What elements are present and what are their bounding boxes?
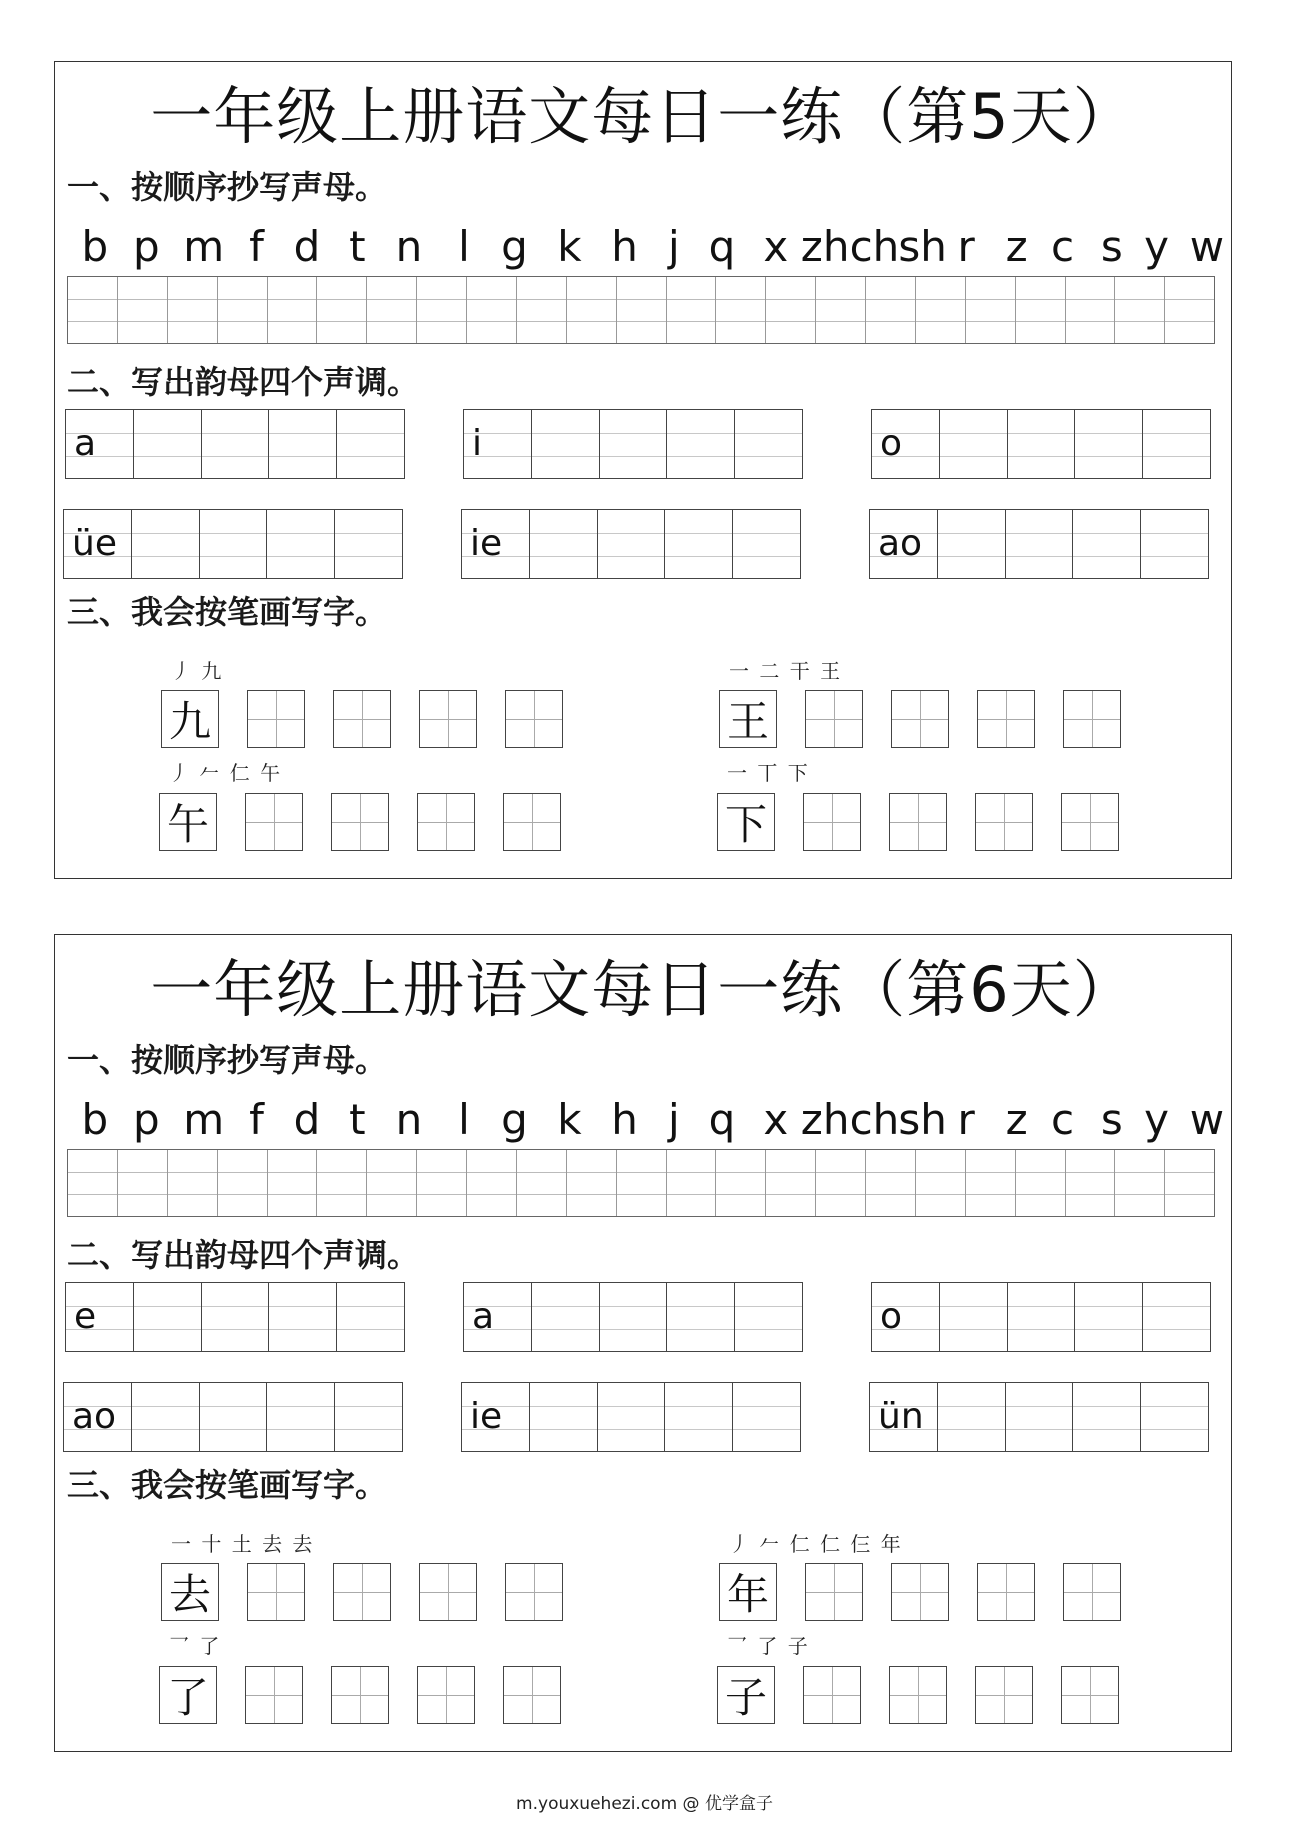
tianzige-writing-box[interactable] bbox=[805, 690, 863, 748]
vowel-tone-grid bbox=[869, 1382, 1209, 1452]
writing-cell[interactable] bbox=[1066, 1150, 1116, 1216]
tone-writing-cell[interactable] bbox=[532, 410, 600, 478]
consonant-letter: l bbox=[458, 1095, 470, 1144]
sheet-title: 一年级上册语文每日一练（第6天） bbox=[150, 953, 1136, 1026]
consonant-letter: zh bbox=[800, 222, 850, 271]
model-character: 九 bbox=[168, 697, 211, 746]
model-character-box bbox=[159, 793, 217, 851]
tone-writing-cell[interactable] bbox=[665, 1383, 733, 1451]
tone-writing-cell[interactable] bbox=[530, 510, 598, 578]
vowel-tone-grid bbox=[461, 509, 801, 579]
vowel-label: o bbox=[880, 1296, 903, 1337]
writing-cell[interactable] bbox=[966, 1150, 1016, 1216]
writing-cell[interactable] bbox=[617, 1150, 667, 1216]
tone-writing-cell[interactable] bbox=[134, 410, 202, 478]
tianzige-writing-box[interactable] bbox=[891, 690, 949, 748]
tianzige-writing-box[interactable] bbox=[803, 793, 861, 851]
vowel-label: ie bbox=[470, 1396, 503, 1437]
writing-cell[interactable] bbox=[617, 277, 667, 343]
stroke-order-hint: 一 二 干 王 bbox=[729, 659, 843, 683]
tone-writing-cell[interactable] bbox=[1008, 1283, 1076, 1351]
consonant-letter: s bbox=[1100, 222, 1123, 271]
tianzige-writing-box[interactable] bbox=[503, 1666, 561, 1724]
vowel-label: üe bbox=[72, 523, 117, 564]
consonant-letter: x bbox=[763, 1095, 789, 1144]
model-character: 下 bbox=[724, 800, 767, 849]
consonant-row bbox=[65, 1095, 1223, 1145]
vowel-tone-grid bbox=[63, 509, 403, 579]
tianzige-writing-box[interactable] bbox=[977, 690, 1035, 748]
consonant-letter: sh bbox=[898, 222, 947, 271]
character-practice-row bbox=[161, 1563, 563, 1623]
consonant-letter: ch bbox=[849, 222, 900, 271]
consonant-letter: b bbox=[81, 222, 109, 271]
tianzige-writing-box[interactable] bbox=[889, 793, 947, 851]
vowel-tone-grid bbox=[871, 409, 1211, 479]
consonant-letter: t bbox=[349, 1095, 366, 1144]
vowel-tone-grid bbox=[65, 409, 405, 479]
vowel-tone-grid bbox=[461, 1382, 801, 1452]
writing-cell[interactable] bbox=[218, 277, 268, 343]
tone-writing-cell[interactable] bbox=[269, 1283, 337, 1351]
tianzige-writing-box[interactable] bbox=[419, 690, 477, 748]
writing-cell[interactable] bbox=[716, 277, 766, 343]
model-character: 子 bbox=[724, 1673, 767, 1722]
vowel-label: ün bbox=[878, 1396, 924, 1437]
consonant-letter: j bbox=[667, 222, 680, 271]
stroke-order-hint: 一 十 土 去 去 bbox=[171, 1532, 315, 1556]
consonant-letter: z bbox=[1005, 222, 1028, 271]
consonant-letter: q bbox=[708, 1095, 736, 1144]
tianzige-writing-box[interactable] bbox=[245, 793, 303, 851]
writing-cell[interactable] bbox=[517, 1150, 567, 1216]
writing-cell[interactable] bbox=[268, 277, 318, 343]
tianzige-writing-box[interactable] bbox=[803, 1666, 861, 1724]
consonant-letter: h bbox=[611, 222, 638, 271]
writing-cell[interactable] bbox=[317, 277, 367, 343]
tone-writing-cell[interactable] bbox=[1006, 1383, 1074, 1451]
writing-cell[interactable] bbox=[966, 277, 1016, 343]
tone-writing-cell[interactable] bbox=[335, 510, 402, 578]
vowel-model-cell bbox=[872, 410, 940, 478]
writing-cell[interactable] bbox=[1115, 277, 1165, 343]
section-heading-vowel-tones: 二、写出韵母四个声调。 bbox=[67, 363, 420, 401]
tianzige-writing-box[interactable] bbox=[1061, 793, 1119, 851]
consonant-letter: m bbox=[183, 1095, 225, 1144]
model-character-box bbox=[719, 690, 777, 748]
vowel-model-cell bbox=[66, 1283, 134, 1351]
consonant-letter: p bbox=[133, 1095, 160, 1144]
tone-writing-cell[interactable] bbox=[598, 510, 666, 578]
tone-writing-cell[interactable] bbox=[132, 1383, 200, 1451]
character-practice-row bbox=[159, 1666, 561, 1726]
writing-cell[interactable] bbox=[916, 1150, 966, 1216]
tianzige-writing-box[interactable] bbox=[333, 1563, 391, 1621]
consonant-letter: g bbox=[501, 1095, 528, 1144]
section-heading-stroke-writing: 三、我会按笔画写字。 bbox=[67, 1466, 388, 1504]
consonant-letter: y bbox=[1144, 222, 1169, 271]
writing-cell[interactable] bbox=[766, 277, 816, 343]
consonant-letter: w bbox=[1189, 1095, 1225, 1144]
writing-cell[interactable] bbox=[68, 1150, 118, 1216]
model-character-box bbox=[717, 793, 775, 851]
writing-cell[interactable] bbox=[667, 277, 717, 343]
tone-writing-cell[interactable] bbox=[267, 1383, 335, 1451]
writing-cell[interactable] bbox=[816, 1150, 866, 1216]
writing-cell[interactable] bbox=[168, 1150, 218, 1216]
tone-writing-cell[interactable] bbox=[667, 410, 735, 478]
writing-cell[interactable] bbox=[1066, 277, 1116, 343]
practice-sheet-day6 bbox=[54, 934, 1232, 1752]
tianzige-writing-box[interactable] bbox=[419, 1563, 477, 1621]
writing-cell[interactable] bbox=[268, 1150, 318, 1216]
writing-cell[interactable] bbox=[1016, 277, 1066, 343]
consonant-letter: l bbox=[458, 222, 470, 271]
tone-writing-cell[interactable] bbox=[598, 1383, 666, 1451]
stroke-order-hint: 丿 九 bbox=[171, 659, 224, 683]
writing-cell[interactable] bbox=[118, 1150, 168, 1216]
tianzige-writing-box[interactable] bbox=[503, 793, 561, 851]
vowel-model-cell bbox=[64, 1383, 132, 1451]
consonant-letter: w bbox=[1189, 222, 1225, 271]
stroke-order-hint: 乛 了 bbox=[169, 1634, 222, 1658]
tone-writing-cell[interactable] bbox=[532, 1283, 600, 1351]
tone-writing-cell[interactable] bbox=[337, 1283, 404, 1351]
writing-cell[interactable] bbox=[168, 277, 218, 343]
tone-writing-cell[interactable] bbox=[202, 410, 270, 478]
stroke-order-hint: 乛 了 子 bbox=[727, 1634, 810, 1658]
consonant-letter: q bbox=[708, 222, 736, 271]
tone-writing-cell[interactable] bbox=[530, 1383, 598, 1451]
tone-writing-cell[interactable] bbox=[337, 410, 404, 478]
character-practice-row bbox=[159, 793, 561, 853]
writing-cell[interactable] bbox=[68, 277, 118, 343]
tianzige-writing-box[interactable] bbox=[417, 1666, 475, 1724]
consonant-letter: x bbox=[763, 222, 789, 271]
consonant-letter: k bbox=[557, 222, 582, 271]
consonant-letter: d bbox=[293, 1095, 321, 1144]
consonant-letter: d bbox=[293, 222, 321, 271]
writing-cell[interactable] bbox=[567, 277, 617, 343]
tianzige-writing-box[interactable] bbox=[331, 793, 389, 851]
vowel-tone-grid bbox=[869, 509, 1209, 579]
model-character-box bbox=[719, 1563, 777, 1621]
consonant-letter: r bbox=[957, 222, 975, 271]
writing-cell[interactable] bbox=[1165, 1150, 1214, 1216]
stroke-order-hint: 丿 𠂉 仁 仁 仨 年 bbox=[729, 1532, 903, 1556]
tianzige-writing-box[interactable] bbox=[889, 1666, 947, 1724]
stroke-order-hint: 丿 𠂉 仁 午 bbox=[169, 761, 283, 785]
writing-cell[interactable] bbox=[367, 277, 417, 343]
tone-writing-cell[interactable] bbox=[1006, 510, 1074, 578]
model-character: 王 bbox=[726, 697, 769, 746]
vowel-label: i bbox=[472, 423, 483, 464]
writing-cell[interactable] bbox=[1165, 277, 1214, 343]
tianzige-writing-box[interactable] bbox=[1061, 1666, 1119, 1724]
model-character-box bbox=[161, 690, 219, 748]
tone-writing-cell[interactable] bbox=[132, 510, 200, 578]
character-practice-row bbox=[719, 1563, 1121, 1623]
tone-writing-cell[interactable] bbox=[335, 1383, 402, 1451]
consonant-letter: z bbox=[1005, 1095, 1028, 1144]
tone-writing-cell[interactable] bbox=[1008, 410, 1076, 478]
consonant-row bbox=[65, 222, 1223, 272]
vowel-tone-grid bbox=[463, 1282, 803, 1352]
model-character: 午 bbox=[166, 800, 209, 849]
tone-writing-cell[interactable] bbox=[735, 410, 802, 478]
writing-cell[interactable] bbox=[716, 1150, 766, 1216]
tianzige-writing-box[interactable] bbox=[417, 793, 475, 851]
tianzige-writing-box[interactable] bbox=[805, 1563, 863, 1621]
tianzige-writing-box[interactable] bbox=[975, 793, 1033, 851]
consonant-letter: n bbox=[395, 1095, 423, 1144]
consonant-letter: n bbox=[395, 222, 423, 271]
writing-cell[interactable] bbox=[1016, 1150, 1066, 1216]
vowel-label: a bbox=[472, 1296, 495, 1337]
character-practice-row bbox=[719, 690, 1121, 750]
tone-writing-cell[interactable] bbox=[1075, 1283, 1143, 1351]
vowel-label: ie bbox=[470, 523, 503, 564]
model-character: 年 bbox=[726, 1570, 769, 1619]
writing-cell[interactable] bbox=[467, 1150, 517, 1216]
tone-writing-cell[interactable] bbox=[733, 1383, 800, 1451]
consonant-letter: ch bbox=[849, 1095, 900, 1144]
writing-cell[interactable] bbox=[417, 1150, 467, 1216]
tone-writing-cell[interactable] bbox=[665, 510, 733, 578]
tone-writing-cell[interactable] bbox=[269, 410, 337, 478]
section-heading-consonants: 一、按顺序抄写声母。 bbox=[67, 168, 388, 206]
tianzige-writing-box[interactable] bbox=[975, 1666, 1033, 1724]
writing-cell[interactable] bbox=[118, 277, 168, 343]
consonant-letter: c bbox=[1050, 1095, 1075, 1144]
tone-writing-cell[interactable] bbox=[1141, 510, 1208, 578]
model-character: 去 bbox=[168, 1570, 211, 1619]
writing-cell[interactable] bbox=[567, 1150, 617, 1216]
consonant-letter: h bbox=[611, 1095, 638, 1144]
footer-watermark: m.youxuehezi.com @ 优学盒子 bbox=[516, 1794, 773, 1814]
tianzige-writing-box[interactable] bbox=[1063, 690, 1121, 748]
tianzige-writing-box[interactable] bbox=[891, 1563, 949, 1621]
tone-writing-cell[interactable] bbox=[1075, 410, 1143, 478]
tianzige-writing-box[interactable] bbox=[333, 690, 391, 748]
stroke-order-hint: 一 丅 下 bbox=[727, 761, 810, 785]
vowel-model-cell bbox=[64, 510, 132, 578]
vowel-tone-grid bbox=[463, 409, 803, 479]
consonant-letter: m bbox=[183, 222, 225, 271]
consonant-letter: f bbox=[249, 1095, 264, 1144]
four-line-writing-grid[interactable] bbox=[67, 1149, 1215, 1217]
consonant-letter: s bbox=[1100, 1095, 1123, 1144]
character-practice-row bbox=[161, 690, 563, 750]
vowel-model-cell bbox=[462, 510, 530, 578]
tone-writing-cell[interactable] bbox=[733, 510, 800, 578]
vowel-tone-grid bbox=[871, 1282, 1211, 1352]
sheet-title: 一年级上册语文每日一练（第5天） bbox=[150, 80, 1136, 153]
model-character-box bbox=[159, 1666, 217, 1724]
writing-cell[interactable] bbox=[417, 277, 467, 343]
vowel-model-cell bbox=[870, 510, 938, 578]
practice-sheet-day5 bbox=[54, 61, 1232, 879]
consonant-letter: g bbox=[501, 222, 528, 271]
vowel-tone-grid bbox=[63, 1382, 403, 1452]
tone-writing-cell[interactable] bbox=[202, 1283, 270, 1351]
writing-cell[interactable] bbox=[467, 277, 517, 343]
writing-cell[interactable] bbox=[766, 1150, 816, 1216]
tone-writing-cell[interactable] bbox=[667, 1283, 735, 1351]
consonant-letter: j bbox=[667, 1095, 680, 1144]
vowel-model-cell bbox=[872, 1283, 940, 1351]
vowel-label: o bbox=[880, 423, 903, 464]
vowel-label: e bbox=[74, 1296, 97, 1337]
tone-writing-cell[interactable] bbox=[200, 1383, 268, 1451]
vowel-model-cell bbox=[66, 410, 134, 478]
tone-writing-cell[interactable] bbox=[1143, 410, 1210, 478]
consonant-letter: sh bbox=[898, 1095, 947, 1144]
vowel-model-cell bbox=[464, 410, 532, 478]
writing-cell[interactable] bbox=[866, 1150, 916, 1216]
vowel-label: ao bbox=[72, 1396, 117, 1437]
model-character-box bbox=[717, 1666, 775, 1724]
tone-writing-cell[interactable] bbox=[1073, 510, 1141, 578]
tone-writing-cell[interactable] bbox=[1141, 1383, 1208, 1451]
writing-cell[interactable] bbox=[317, 1150, 367, 1216]
writing-cell[interactable] bbox=[916, 277, 966, 343]
tone-writing-cell[interactable] bbox=[200, 510, 268, 578]
tone-writing-cell[interactable] bbox=[940, 410, 1008, 478]
section-heading-vowel-tones: 二、写出韵母四个声调。 bbox=[67, 1236, 420, 1274]
tianzige-writing-box[interactable] bbox=[505, 690, 563, 748]
tone-writing-cell[interactable] bbox=[600, 1283, 668, 1351]
tianzige-writing-box[interactable] bbox=[247, 690, 305, 748]
tone-writing-cell[interactable] bbox=[134, 1283, 202, 1351]
section-heading-stroke-writing: 三、我会按笔画写字。 bbox=[67, 593, 388, 631]
consonant-letter: t bbox=[349, 222, 366, 271]
consonant-letter: zh bbox=[800, 1095, 850, 1144]
vowel-label: a bbox=[74, 423, 97, 464]
character-practice-row bbox=[717, 1666, 1119, 1726]
tone-writing-cell[interactable] bbox=[1073, 1383, 1141, 1451]
tianzige-writing-box[interactable] bbox=[247, 1563, 305, 1621]
consonant-letter: k bbox=[557, 1095, 582, 1144]
tianzige-writing-box[interactable] bbox=[1063, 1563, 1121, 1621]
vowel-label: ao bbox=[878, 523, 923, 564]
consonant-letter: c bbox=[1050, 222, 1075, 271]
consonant-letter: b bbox=[81, 1095, 109, 1144]
tone-writing-cell[interactable] bbox=[938, 510, 1006, 578]
tianzige-writing-box[interactable] bbox=[977, 1563, 1035, 1621]
consonant-letter: r bbox=[957, 1095, 975, 1144]
writing-cell[interactable] bbox=[367, 1150, 417, 1216]
character-practice-row bbox=[717, 793, 1119, 853]
vowel-model-cell bbox=[870, 1383, 938, 1451]
model-character-box bbox=[161, 1563, 219, 1621]
tianzige-writing-box[interactable] bbox=[331, 1666, 389, 1724]
tone-writing-cell[interactable] bbox=[735, 1283, 802, 1351]
consonant-letter: y bbox=[1144, 1095, 1169, 1144]
writing-cell[interactable] bbox=[517, 277, 567, 343]
writing-cell[interactable] bbox=[1115, 1150, 1165, 1216]
tone-writing-cell[interactable] bbox=[1143, 1283, 1210, 1351]
writing-cell[interactable] bbox=[218, 1150, 268, 1216]
tone-writing-cell[interactable] bbox=[600, 410, 668, 478]
consonant-letter: f bbox=[249, 222, 264, 271]
vowel-model-cell bbox=[462, 1383, 530, 1451]
four-line-writing-grid[interactable] bbox=[67, 276, 1215, 344]
model-character: 了 bbox=[166, 1673, 209, 1722]
tone-writing-cell[interactable] bbox=[267, 510, 335, 578]
tianzige-writing-box[interactable] bbox=[505, 1563, 563, 1621]
tone-writing-cell[interactable] bbox=[938, 1383, 1006, 1451]
writing-cell[interactable] bbox=[866, 277, 916, 343]
vowel-tone-grid bbox=[65, 1282, 405, 1352]
section-heading-consonants: 一、按顺序抄写声母。 bbox=[67, 1041, 388, 1079]
tone-writing-cell[interactable] bbox=[940, 1283, 1008, 1351]
vowel-model-cell bbox=[464, 1283, 532, 1351]
writing-cell[interactable] bbox=[816, 277, 866, 343]
consonant-letter: p bbox=[133, 222, 160, 271]
tianzige-writing-box[interactable] bbox=[245, 1666, 303, 1724]
writing-cell[interactable] bbox=[667, 1150, 717, 1216]
